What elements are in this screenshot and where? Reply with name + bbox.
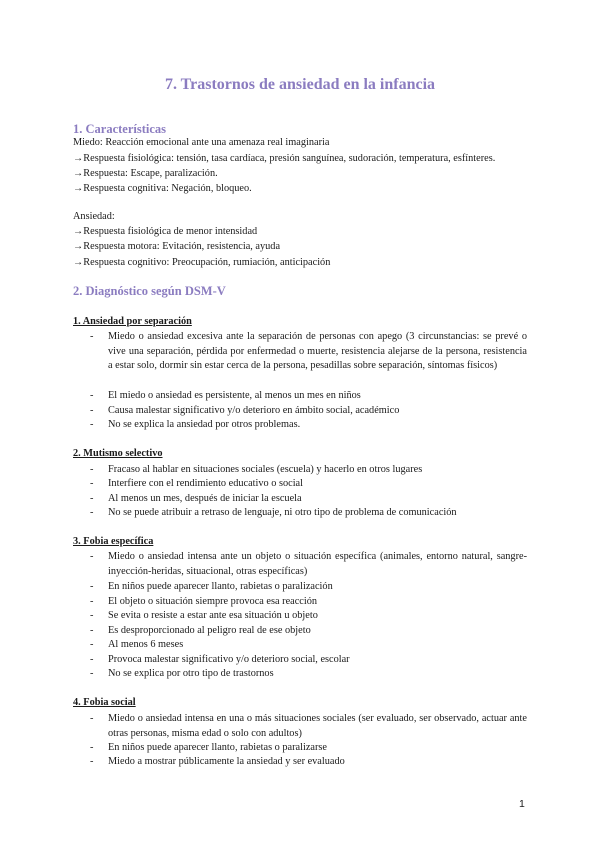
list-item-text: No se explica la ansiedad por otros problemas. [108, 419, 301, 430]
dash-bullet: - [90, 668, 94, 679]
list-item-text: Miedo a mostrar públicamente la ansiedad y ser evaluado [108, 756, 345, 767]
list-item-text: El miedo o ansiedad es persistente, al menos un mes en niños [108, 390, 361, 401]
text-line: Miedo: Reacción emocional ante una amenaza real imaginaria [73, 137, 330, 148]
list-item [90, 580, 527, 595]
page-title: 7. Trastornos de ansiedad en la infancia [164, 76, 436, 93]
page-number: 1 [519, 798, 525, 810]
list-item-text: Interfiere con el rendimiento educativo o social [108, 478, 303, 489]
dash-bullet: - [90, 639, 94, 650]
text-line: →Respuesta cognitivo: Preocupación, rumiación, anticipación [73, 257, 331, 268]
list-item [90, 418, 527, 433]
list-item [90, 389, 527, 404]
subsection-title: 4. Fobia social [73, 697, 136, 708]
list-item [90, 477, 527, 492]
list-item [90, 741, 527, 756]
section-heading-diagnostico: 2. Diagnóstico según DSM-V [73, 284, 226, 298]
list-item [90, 595, 527, 610]
list-item-text: Fracaso al hablar en situaciones sociales (escuela) y hacerlo en otros lugares [108, 464, 423, 475]
list-item-text: Se evita o resiste a estar ante esa situación u objeto [108, 610, 318, 621]
list-item [90, 404, 527, 419]
list-item-text: Miedo o ansiedad intensa ante un objeto o situación específica (animales, entorno natural, sangre-inyección-heridas, situacional, otras específicas) [108, 551, 527, 577]
list-item [90, 667, 527, 682]
list-item [90, 550, 527, 579]
list-item [90, 755, 527, 770]
list-item-text: No se puede atribuir a retraso de lenguaje, ni otro tipo de problema de comunicación [108, 507, 457, 518]
dash-bullet: - [90, 478, 94, 489]
dash-bullet: - [90, 464, 94, 475]
list-item [90, 330, 527, 374]
list-item [90, 609, 527, 624]
dash-bullet: - [90, 581, 94, 592]
dash-bullet: - [90, 610, 94, 621]
text-line: →Respuesta: Escape, paralización. [73, 168, 218, 179]
list-item-text: Es desproporcionado al peligro real de ese objeto [108, 625, 311, 636]
dash-bullet: - [90, 493, 94, 504]
list-item [90, 463, 527, 478]
dash-bullet: - [90, 390, 94, 401]
list-item-text: Al menos 6 meses [108, 639, 184, 650]
dash-bullet: - [90, 331, 94, 342]
text-line: Ansiedad: [73, 211, 115, 222]
dash-bullet: - [90, 405, 94, 416]
list-item [90, 712, 527, 741]
dash-bullet: - [90, 625, 94, 636]
text-line: →Respuesta fisiológica de menor intensidad [73, 226, 258, 237]
subsection-title: 3. Fobia específica [73, 536, 154, 547]
text-line: →Respuesta fisiológica: tensión, tasa cardíaca, presión sanguínea, sudoración, temperatura, esfínteres. [73, 153, 496, 164]
dash-bullet: - [90, 596, 94, 607]
list-item [90, 653, 527, 668]
list-item-text: El objeto o situación siempre provoca esa reacción [108, 596, 318, 607]
dash-bullet: - [90, 551, 94, 562]
subsection-title: 1. Ansiedad por separación [73, 316, 192, 327]
text-line: →Respuesta cognitiva: Negación, bloqueo. [73, 183, 252, 194]
list-item-text: Causa malestar significativo y/o deterioro en ámbito social, académico [108, 405, 400, 416]
subsection-title: 2. Mutismo selectivo [73, 448, 163, 459]
list-item-text: En niños puede aparecer llanto, rabietas o paralizarse [108, 742, 327, 753]
list-item-text: Miedo o ansiedad intensa en una o más situaciones sociales (ser evaluado, ser observado, actuar ante otras personas, misma edad o solo con adultos) [108, 713, 527, 739]
list-item-text: No se explica por otro tipo de trastornos [108, 668, 274, 679]
dash-bullet: - [90, 507, 94, 518]
list-item [90, 506, 527, 521]
dash-bullet: - [90, 756, 94, 767]
list-item [90, 624, 527, 639]
text-line: →Respuesta motora: Evitación, resistencia, ayuda [73, 241, 281, 252]
list-item [90, 638, 527, 653]
list-item-text: En niños puede aparecer llanto, rabietas o paralización [108, 581, 333, 592]
list-item-text: Provoca malestar significativo y/o deterioro social, escolar [108, 654, 350, 665]
list-item [90, 492, 527, 507]
dash-bullet: - [90, 742, 94, 753]
dash-bullet: - [90, 419, 94, 430]
section-heading-caracteristicas: 1. Características [73, 122, 167, 136]
dash-bullet: - [90, 654, 94, 665]
list-item-text: Al menos un mes, después de iniciar la escuela [108, 493, 302, 504]
dash-bullet: - [90, 713, 94, 724]
list-item-text: Miedo o ansiedad excesiva ante la separación de personas con apego (3 circunstancias: se prevé o vive una separación, pérdida por enfermedad o muerte, resistencia alejarse de la persona, resistencia a estar solo, dormir sin estar cerca de la persona, pesadillas sobre separación, síntomas físicos) [108, 331, 527, 372]
